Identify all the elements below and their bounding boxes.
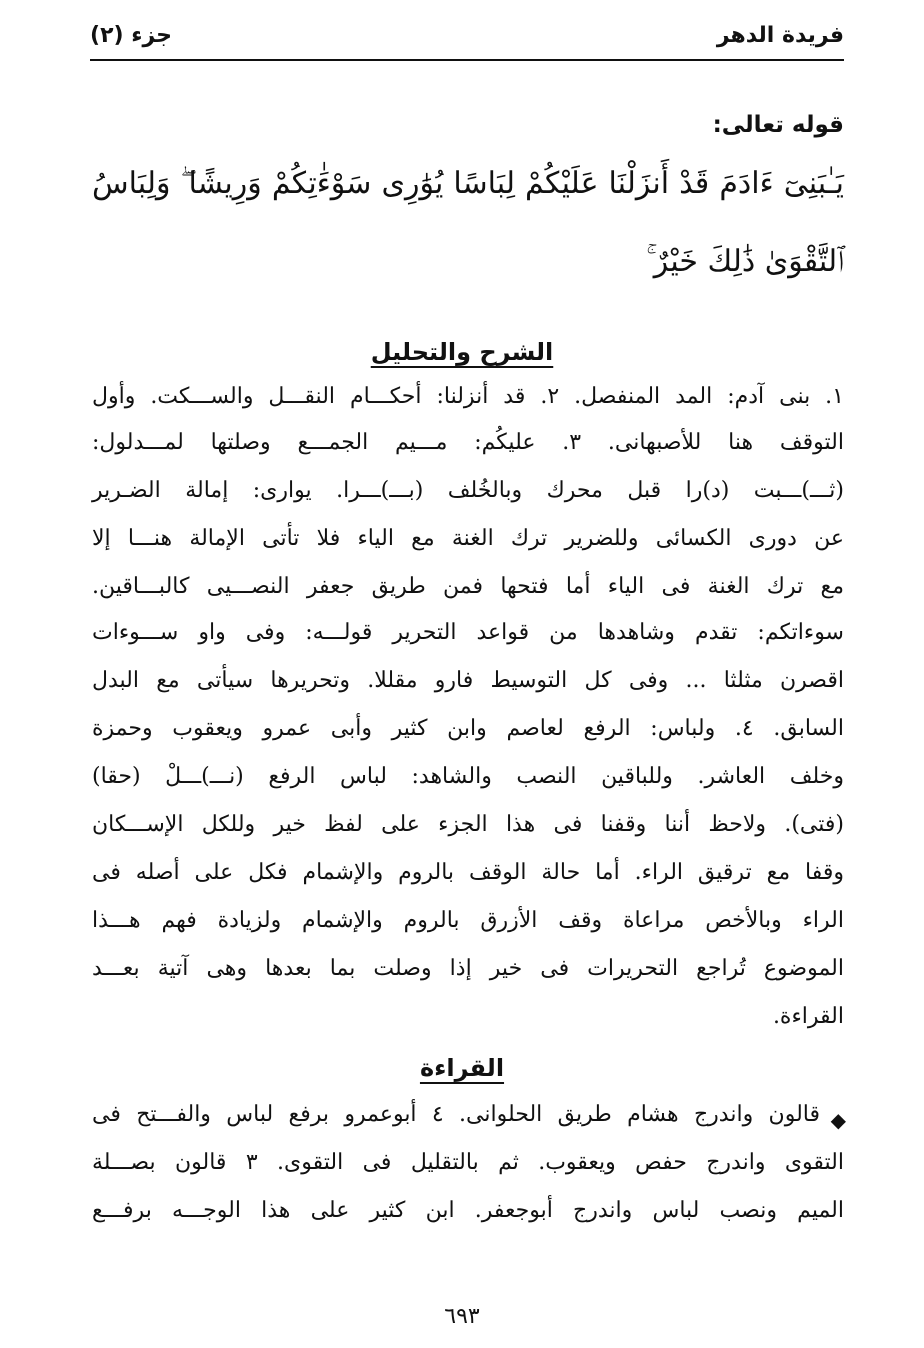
verse-line-2: ٱلتَّقْوَىٰ ذَٰلِكَ خَيْرٌ ۚ xyxy=(646,244,844,279)
commentary-line-10: (فتى). ولاحظ أننا وقفنا فى هذا الجزء على لفظ خير وللكل الإســـكان xyxy=(92,812,844,837)
commentary-line-14: القراءة. xyxy=(772,1004,844,1029)
book-title: فريدة الدهر xyxy=(716,22,844,48)
commentary-title xyxy=(0,338,924,366)
reading-line-2: التقوى واندرج حفص ويعقوب. ثم بالتقليل فى التقوى. ٣ قالون بصـــلة xyxy=(92,1150,845,1175)
verse-line-1: يَـٰبَنِىٓ ءَادَمَ قَدْ أَنزَلْنَا عَلَيْكُمْ لِبَاسًا يُوَٰرِى سَوْءَٰتِكُمْ وَرِيشًا ۖ وَلِبَاسُ xyxy=(92,166,844,201)
part-label: جزء (٢) xyxy=(90,22,173,48)
commentary-line-11: وقفا مع ترقيق الراء. أما حالة الوقف بالروم والإشمام فكل على أصله فى xyxy=(92,860,844,885)
commentary-title-text: الشرح والتحليل xyxy=(370,338,554,366)
reading-title xyxy=(0,1054,924,1082)
commentary-line-5: مع ترك الغنة فى الياء أما فتحها فمن طريق جعفر النصـــيى كالبـــاقين. xyxy=(92,574,844,599)
reading-line-1: قالون واندرج هشام طريق الحلوانى. ٤ أبوعمرو برفع لباس والفـــتح فى xyxy=(92,1102,820,1127)
commentary-line-4: عن دورى الكسائى وللضرير ترك الغنة مع الياء فلا تأتى الإمالة هنـــا إلا xyxy=(92,526,844,551)
running-header xyxy=(90,14,844,56)
commentary-line-2: التوقف هنا للأصبهانى. ٣. عليكُم: مـــيم الجمـــع وصلتها لمـــدلول: xyxy=(92,430,844,455)
commentary-line-9: وخلف العاشر. وللباقين النصب والشاهد: لباس الرفع (نـــ)ـــلْ (حقا) xyxy=(92,764,844,789)
commentary-line-7: اقصرن مثلثا ... وفى كل التوسيط فارو مقللا. وتحريرها سيأتى مع البدل xyxy=(92,668,844,693)
commentary-line-13: الموضوع تُراجع التحريرات فى خير إذا وصلت بما بعدها وهى آتية بعـــد xyxy=(92,956,844,981)
commentary-line-1: ١. بنى آدم: المد المنفصل. ٢. قد أنزلنا: أحكـــام النقـــل والســـكت. وأول xyxy=(92,384,844,409)
commentary-line-6: سوءاتكم: تقدم وشاهدها من قواعد التحرير قولـــه: وفى واو ســـوءات xyxy=(92,620,844,645)
reading-line-3: الميم ونصب لباس واندرج أبوجعفر. ابن كثير على هذا الوجـــه برفـــع xyxy=(92,1198,844,1223)
reading-title-text: القراءة xyxy=(419,1054,505,1082)
diamond-bullet-icon: ◆ xyxy=(830,1108,846,1132)
page-number: ٦٩٣ xyxy=(444,1304,480,1329)
header-rule xyxy=(90,59,844,61)
commentary-line-12: الراء وبالأخص مراعاة وقف الأزرق بالروم والإشمام ولزيادة فهم هـــذا xyxy=(92,908,844,933)
commentary-line-3: (ثـــ)ـــبت (د)را قبل محرك وبالخُلف (بـــ)ـــرا. يوارى: إمالة الضـرير xyxy=(92,478,844,503)
commentary-line-8: السابق. ٤. ولباس: الرفع لعاصم وابن كثير وأبى عمرو ويعقوب وحمزة xyxy=(92,716,844,741)
intro-label: قوله تعالى: xyxy=(712,112,844,138)
